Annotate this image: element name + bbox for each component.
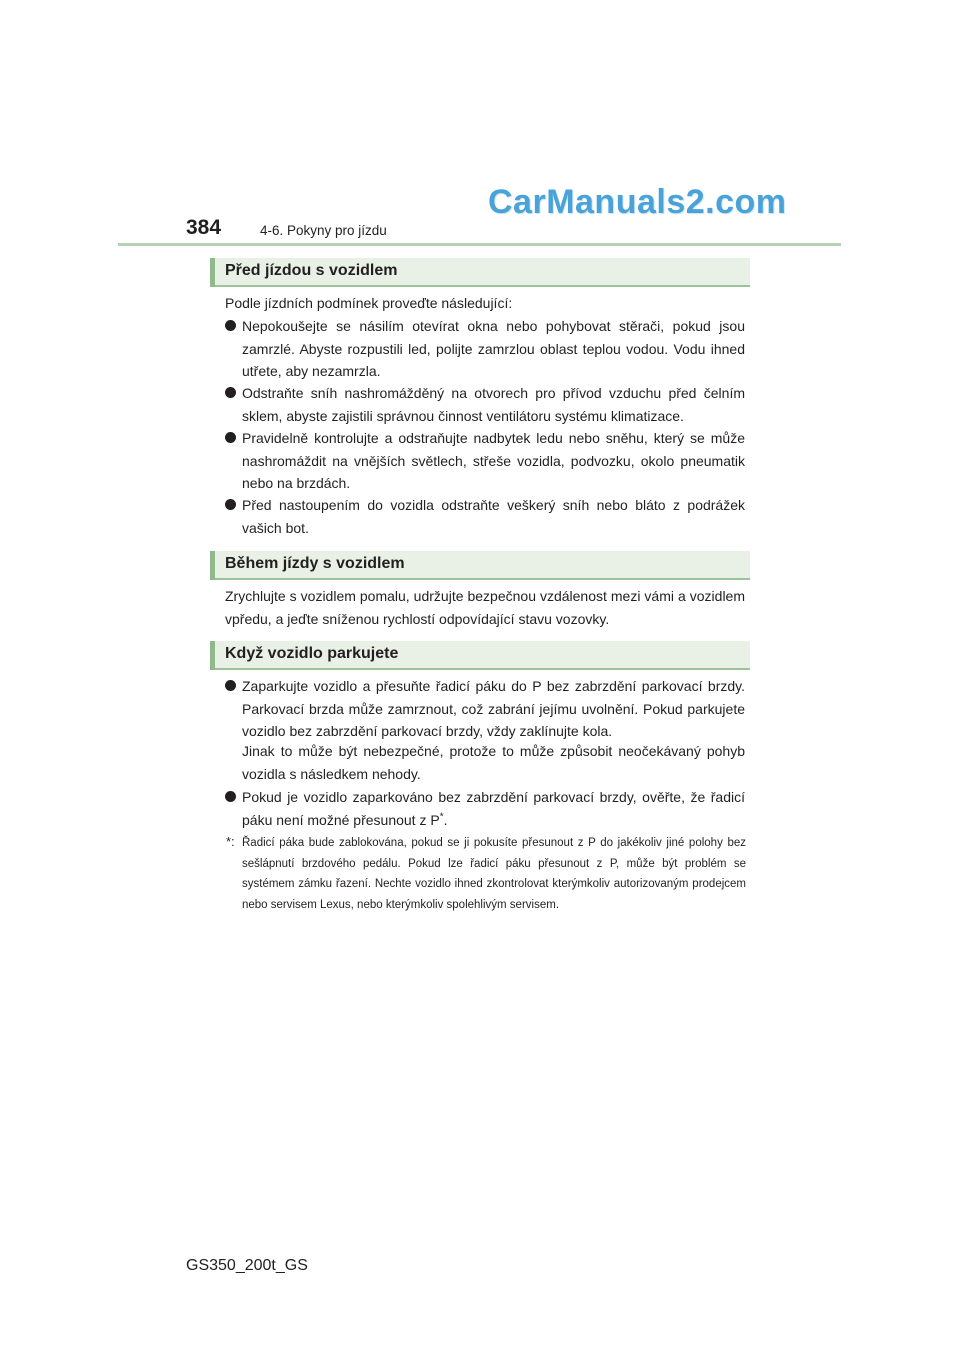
bullet-text: Jinak to může být nebezpečné, protože to může způsobit neočekávaný pohyb vozidla s následkem nehody.	[242, 743, 745, 782]
bullet-text: Nepokoušejte se násilím otevírat okna nebo pohybovat stěrači, pokud jsou zamrzlé. Abyste rozpustili led, polijte zamrzlou oblast teplou vodou. Vodu ihned utřete, aby nezamrzla.	[242, 318, 745, 379]
footnote-marker: *	[439, 810, 444, 822]
section-title: Když vozidlo parkujete	[225, 645, 399, 662]
list-item	[225, 675, 745, 743]
section-intro: Podle jízdních podmínek proveďte následující:	[225, 295, 513, 311]
section-text: Zrychlujte s vozidlem pomalu, udržujte bezpečnou vzdálenost mezi vámi a vozidlem vpředu, a jeďte sníženou rychlostí odpovídající stavu vozovky.	[225, 588, 745, 627]
section-heading-while-driving	[210, 551, 750, 580]
header-rule	[118, 243, 841, 246]
list-item	[225, 427, 745, 495]
bullet-dot	[225, 499, 236, 510]
bullet-text: Odstraňte sníh nashromážděný na otvorech pro přívod vzduchu před čelním sklem, abyste zajistili správnou činnost ventilátoru systému klimatizace.	[242, 385, 745, 424]
bullet-text: Před nastoupením do vozidla odstraňte veškerý sníh nebo bláto z podrážek vašich bot.	[242, 497, 745, 536]
bullet-dot	[225, 320, 236, 331]
bullet-text: Pravidelně kontrolujte a odstraňujte nadbytek ledu nebo sněhu, který se může nashromáždit na vnějších světlech, střeše vozidla, podvozku, okolo pneumatik nebo na brzdách.	[242, 430, 745, 491]
bullet-end: .	[443, 811, 448, 828]
bullet-dot	[225, 791, 236, 802]
bullet-dot	[225, 432, 236, 443]
section-title: Během jízdy s vozidlem	[225, 555, 405, 572]
list-item	[225, 786, 745, 831]
footnote	[226, 833, 746, 915]
watermark-logo[interactable]: CarManuals2.com	[488, 183, 787, 221]
section-heading-before-driving	[210, 258, 750, 287]
bullet-text: Pokud je vozidlo zaparkováno bez zabrzdění parkovací brzdy, ověřte, že řadicí páku není možné přesunout z P	[242, 789, 745, 828]
list-item	[225, 494, 745, 539]
bullet-dot	[225, 680, 236, 691]
page-number: 384	[186, 216, 222, 239]
section-heading-parking	[210, 641, 750, 670]
footnote-text: Řadicí páka bude zablokována, pokud se ji pokusíte přesunout z P do jakékoliv jiné polohy bez sešlápnutí brzdového pedálu. Pokud lze řadicí páku přesunout z P, může být problém se systémem zámku řazení. Nechte vozidlo ihned zkontrolovat kterýmkoliv autorizovaným prodejcem nebo servisem Lexus, nebo kterýmkoliv spolehlivým servisem.	[242, 837, 746, 911]
bullet-dot	[225, 387, 236, 398]
footer-model: GS350_200t_GS	[186, 1257, 308, 1274]
bullet-continuation	[225, 740, 745, 785]
section-title: Před jízdou s vozidlem	[225, 262, 398, 279]
footnote-mark: *:	[226, 834, 235, 849]
bullet-text: Zaparkujte vozidlo a přesuňte řadicí páku do P bez zabrzdění parkovací brzdy. Parkovací brzda může zamrznout, což zabrání jejímu uvolnění. Pokud parkujete vozidlo bez zabrzdění parkovací brzdy, vždy zaklínujte kola.	[242, 678, 745, 739]
list-item	[225, 382, 745, 427]
chapter-title: 4-6. Pokyny pro jízdu	[260, 223, 387, 238]
list-item	[225, 315, 745, 383]
